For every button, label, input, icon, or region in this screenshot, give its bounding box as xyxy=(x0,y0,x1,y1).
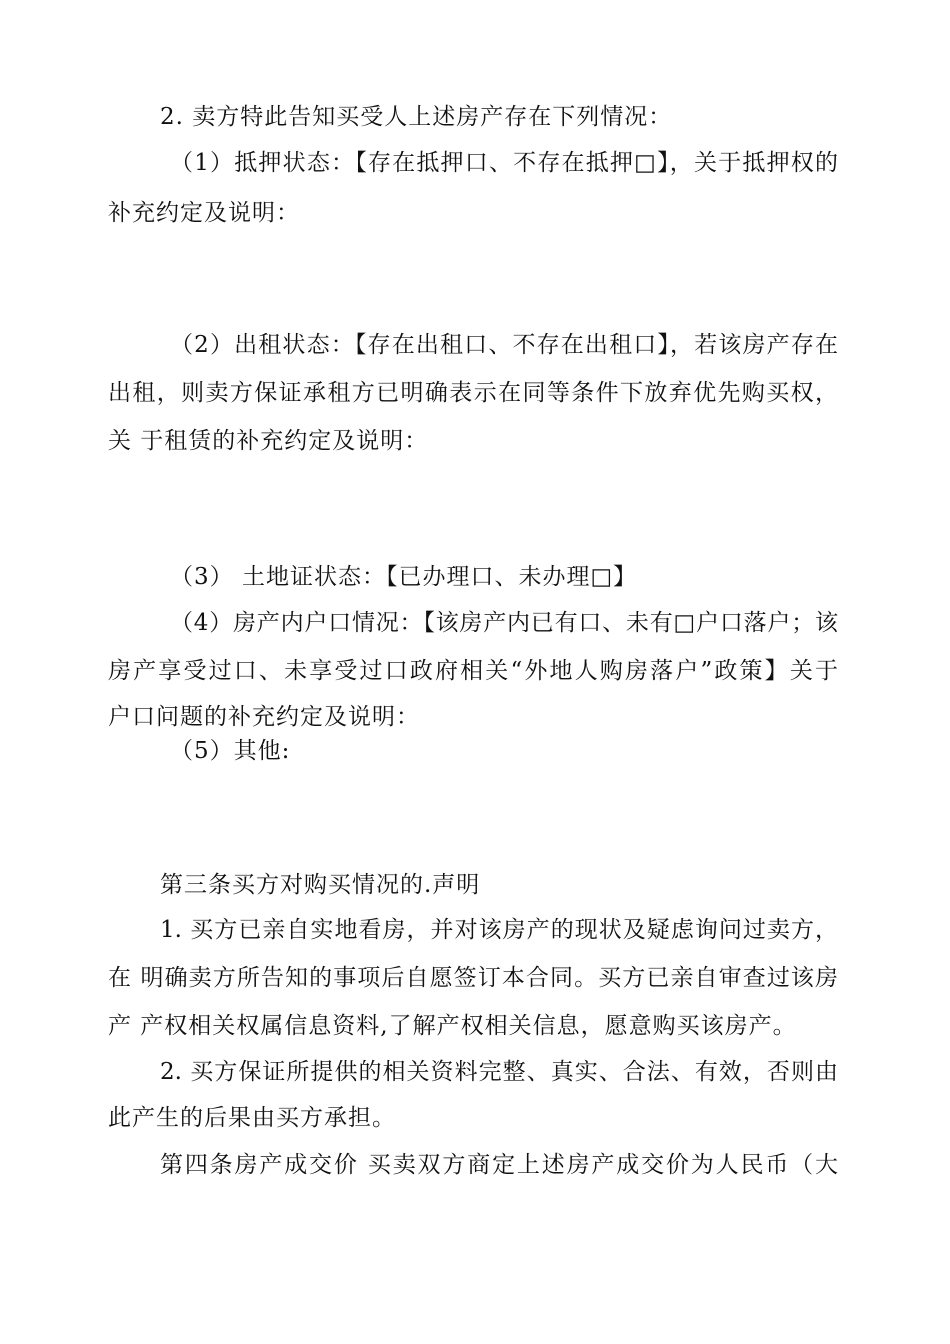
clause-2-heading: 2. 卖方特此告知买受人上述房产存在下列情况： xyxy=(160,104,673,130)
article-3-heading: 第三条买方对购买情况的.声明 xyxy=(160,872,481,898)
item-4-continued-1: 房产享受过口、未享受过口政府相关“外地人购房落户”政策】关于 xyxy=(108,658,838,684)
item-3-land-certificate: （3） 土地证状态：【已办理口、未办理□】 xyxy=(170,564,638,590)
article-3-item-2: 2. 买方保证所提供的相关资料完整、真实、合法、有效，否则由 xyxy=(160,1059,838,1085)
item-2-continued-2: 关 于租赁的补充约定及说明： xyxy=(108,428,429,454)
item-2-rental: （2）出租状态：【存在出租口、不存在出租口】，若该房产存在 xyxy=(170,332,838,358)
article-4-heading: 第四条房产成交价 买卖双方商定上述房产成交价为人民币（大 xyxy=(160,1152,838,1178)
article-3-item-1: 1. 买方已亲自实地看房，并对该房产的现状及疑虑询问过卖方， xyxy=(160,917,838,943)
item-5-other: （5）其他: xyxy=(170,738,291,764)
item-1-mortgage: （1）抵押状态：【存在抵押口、不存在抵押□】，关于抵押权的 xyxy=(170,150,838,176)
item-1-continued: 补充约定及说明： xyxy=(108,200,300,226)
article-3-item-2-continued: 此产生的后果由买方承担。 xyxy=(108,1105,396,1131)
item-2-continued-1: 出租，则卖方保证承租方已明确表示在同等条件下放弃优先购买权， xyxy=(108,380,838,406)
article-3-item-1-continued-1: 在 明确卖方所告知的事项后自愿签订本合同。买方已亲自审查过该房 xyxy=(108,965,838,991)
article-3-item-1-continued-2: 产 产权相关权属信息资料,了解产权相关信息，愿意购买该房产。 xyxy=(108,1013,797,1039)
item-4-household: （4）房产内户口情况：【该房产内已有口、未有□户口落户；该 xyxy=(170,610,838,636)
item-4-continued-2: 户口问题的补充约定及说明： xyxy=(108,704,420,730)
